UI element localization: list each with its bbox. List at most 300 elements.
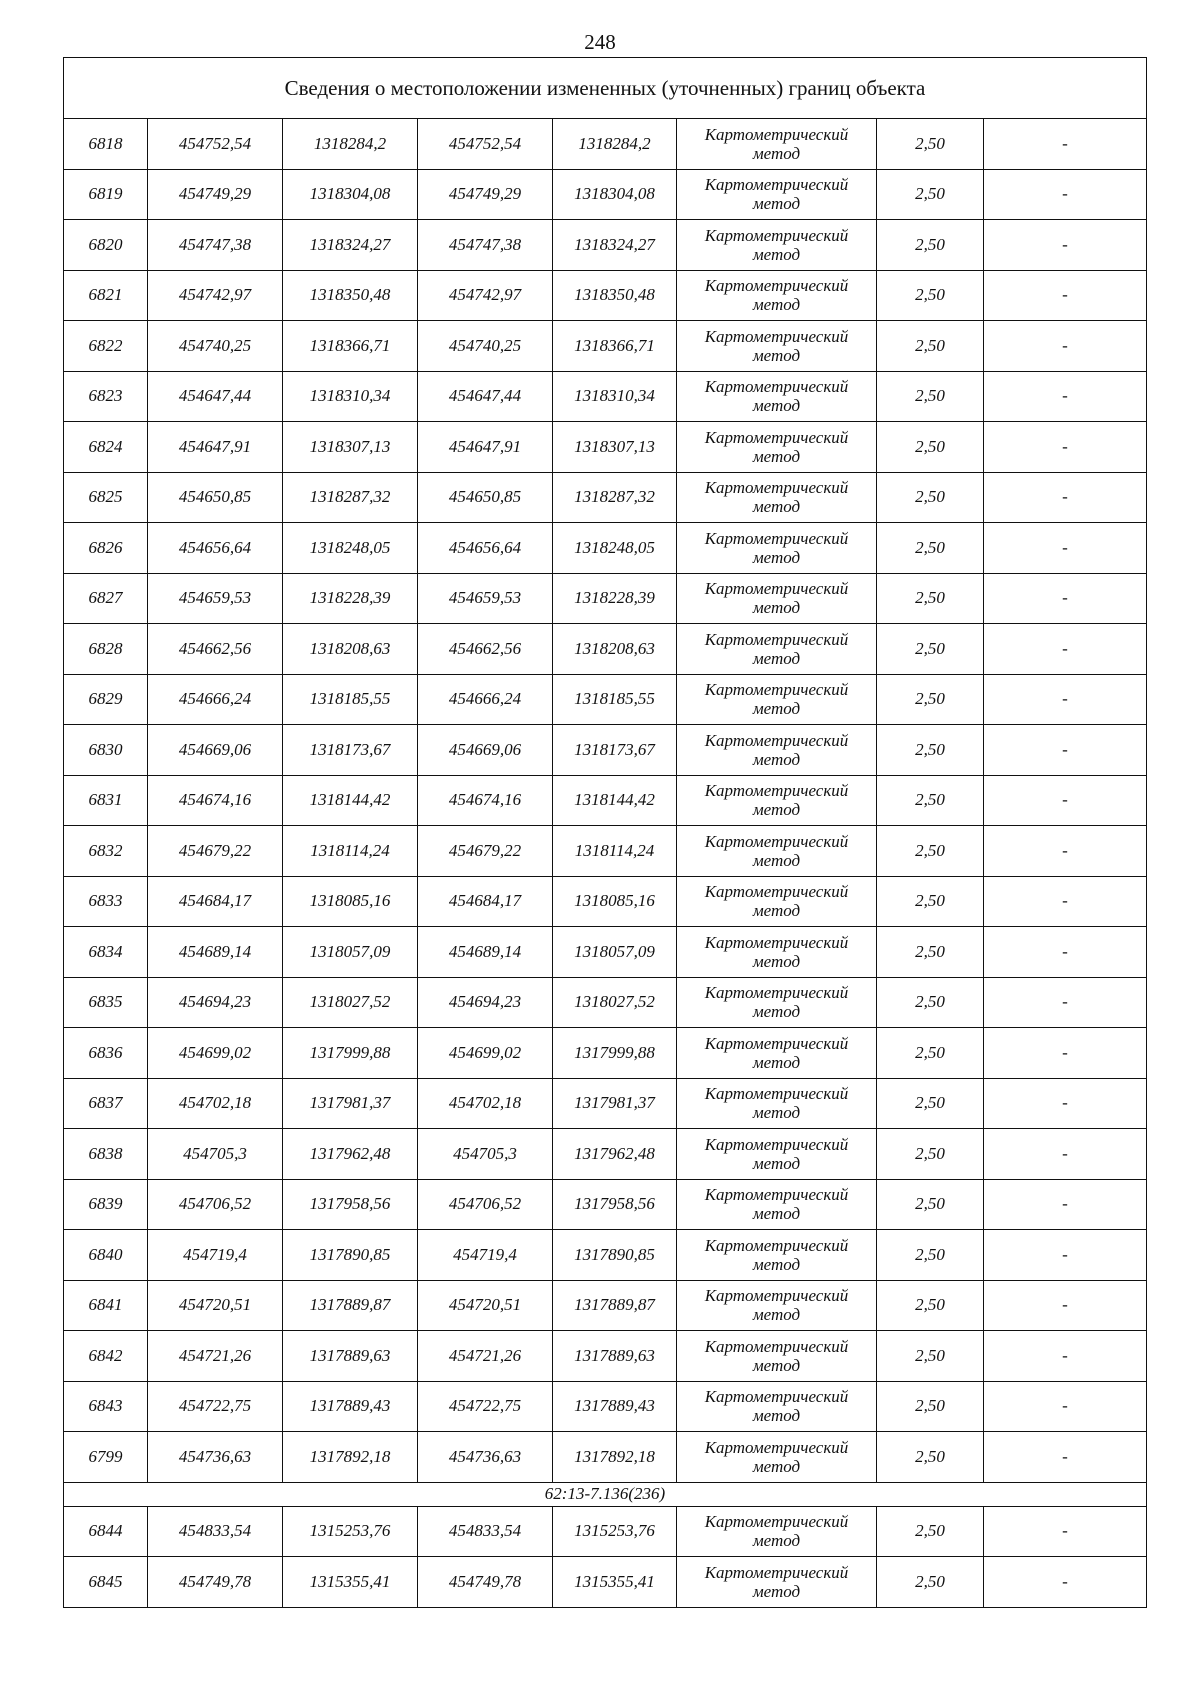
- y-coordinate-new-cell: 1317889,87: [553, 1280, 677, 1331]
- x-coordinate-new-cell: 454679,22: [418, 826, 553, 877]
- method-line-1: Картометрический: [704, 629, 849, 649]
- method-cell: [677, 1280, 877, 1331]
- x-coordinate-new-cell: 454747,38: [418, 220, 553, 271]
- table-row: [64, 1432, 1147, 1483]
- accuracy-cell: 2,50: [877, 1506, 984, 1557]
- y-coordinate-new-cell: 1318228,39: [553, 573, 677, 624]
- accuracy-cell: 2,50: [877, 775, 984, 826]
- x-coordinate-new-cell: 454674,16: [418, 775, 553, 826]
- method-cell: [677, 1078, 877, 1129]
- y-coordinate-new-cell: 1317892,18: [553, 1432, 677, 1483]
- method-line-1: Картометрический: [704, 377, 849, 397]
- x-coordinate-cell: 454666,24: [148, 674, 283, 725]
- point-number-cell: 6828: [64, 624, 148, 675]
- boundary-table: [63, 57, 1147, 1608]
- method-line-2: метод: [752, 951, 801, 971]
- method-line-2: метод: [752, 648, 801, 668]
- method-line-2: метод: [752, 1052, 801, 1072]
- point-number-cell: 6845: [64, 1557, 148, 1608]
- table-row: [64, 876, 1147, 927]
- table-row: [64, 1179, 1147, 1230]
- accuracy-cell: 2,50: [877, 371, 984, 422]
- table-row: [64, 371, 1147, 422]
- x-coordinate-cell: 454747,38: [148, 220, 283, 271]
- x-coordinate-new-cell: 454659,53: [418, 573, 553, 624]
- method-cell: [677, 1506, 877, 1557]
- accuracy-cell: 2,50: [877, 220, 984, 271]
- x-coordinate-cell: 454694,23: [148, 977, 283, 1028]
- y-coordinate-new-cell: 1317890,85: [553, 1230, 677, 1281]
- table-row: [64, 1381, 1147, 1432]
- x-coordinate-cell: 454740,25: [148, 321, 283, 372]
- point-number-cell: 6844: [64, 1506, 148, 1557]
- note-cell: -: [984, 624, 1147, 675]
- point-number-cell: 6819: [64, 169, 148, 220]
- y-coordinate-cell: 1318248,05: [283, 523, 418, 574]
- method-line-2: метод: [752, 901, 801, 921]
- point-number-cell: 6827: [64, 573, 148, 624]
- y-coordinate-new-cell: 1318248,05: [553, 523, 677, 574]
- accuracy-cell: 2,50: [877, 876, 984, 927]
- page-number: 248: [584, 30, 616, 54]
- method-cell: [677, 472, 877, 523]
- table-row: [64, 220, 1147, 271]
- method-line-1: Картометрический: [704, 1084, 849, 1104]
- method-line-2: метод: [752, 1103, 801, 1123]
- y-coordinate-cell: 1318324,27: [283, 220, 418, 271]
- x-coordinate-new-cell: 454749,78: [418, 1557, 553, 1608]
- accuracy-cell: 2,50: [877, 1557, 984, 1608]
- table-row: [64, 977, 1147, 1028]
- method-line-2: метод: [752, 244, 801, 264]
- accuracy-cell: 2,50: [877, 1280, 984, 1331]
- method-line-2: метод: [752, 1355, 801, 1375]
- x-coordinate-new-cell: 454705,3: [418, 1129, 553, 1180]
- section-label: 62:13-7.136(236): [64, 1482, 1147, 1506]
- section-row: [64, 1482, 1147, 1506]
- method-cell: [677, 220, 877, 271]
- method-line-1: Картометрический: [704, 1336, 849, 1356]
- method-cell: [677, 270, 877, 321]
- method-line-2: метод: [752, 1204, 801, 1224]
- method-cell: [677, 1331, 877, 1382]
- x-coordinate-new-cell: 454647,91: [418, 422, 553, 473]
- note-cell: -: [984, 422, 1147, 473]
- table-row: [64, 775, 1147, 826]
- method-line-2: метод: [752, 497, 801, 517]
- y-coordinate-new-cell: 1317889,43: [553, 1381, 677, 1432]
- table-row: [64, 1230, 1147, 1281]
- y-coordinate-new-cell: 1318287,32: [553, 472, 677, 523]
- note-cell: -: [984, 1230, 1147, 1281]
- x-coordinate-cell: 454702,18: [148, 1078, 283, 1129]
- method-line-2: метод: [752, 446, 801, 466]
- note-cell: -: [984, 119, 1147, 170]
- method-line-2: метод: [752, 850, 801, 870]
- method-line-2: метод: [752, 194, 801, 214]
- method-cell: [677, 1230, 877, 1281]
- x-coordinate-cell: 454650,85: [148, 472, 283, 523]
- method-cell: [677, 523, 877, 574]
- note-cell: -: [984, 1028, 1147, 1079]
- accuracy-cell: 2,50: [877, 422, 984, 473]
- table-row: [64, 927, 1147, 978]
- x-coordinate-cell: 454706,52: [148, 1179, 283, 1230]
- table-row: [64, 1129, 1147, 1180]
- table-title: Сведения о местоположении измененных (уточненных) границ объекта: [64, 58, 1147, 119]
- accuracy-cell: 2,50: [877, 1381, 984, 1432]
- accuracy-cell: 2,50: [877, 674, 984, 725]
- y-coordinate-new-cell: 1318144,42: [553, 775, 677, 826]
- method-line-1: Картометрический: [704, 882, 849, 902]
- method-line-1: Картометрический: [704, 1235, 849, 1255]
- point-number-cell: 6825: [64, 472, 148, 523]
- y-coordinate-cell: 1318173,67: [283, 725, 418, 776]
- method-cell: [677, 1179, 877, 1230]
- y-coordinate-new-cell: 1318185,55: [553, 674, 677, 725]
- x-coordinate-new-cell: 454720,51: [418, 1280, 553, 1331]
- accuracy-cell: 2,50: [877, 1179, 984, 1230]
- x-coordinate-new-cell: 454650,85: [418, 472, 553, 523]
- y-coordinate-cell: 1318307,13: [283, 422, 418, 473]
- y-coordinate-cell: 1318287,32: [283, 472, 418, 523]
- y-coordinate-cell: 1318185,55: [283, 674, 418, 725]
- point-number-cell: 6818: [64, 119, 148, 170]
- table-row: [64, 1078, 1147, 1129]
- method-line-2: метод: [752, 598, 801, 618]
- point-number-cell: 6822: [64, 321, 148, 372]
- x-coordinate-cell: 454656,64: [148, 523, 283, 574]
- method-cell: [677, 1028, 877, 1079]
- y-coordinate-cell: 1317889,87: [283, 1280, 418, 1331]
- method-cell: [677, 119, 877, 170]
- x-coordinate-cell: 454659,53: [148, 573, 283, 624]
- table-row: [64, 725, 1147, 776]
- accuracy-cell: 2,50: [877, 573, 984, 624]
- x-coordinate-cell: 454742,97: [148, 270, 283, 321]
- note-cell: -: [984, 1506, 1147, 1557]
- y-coordinate-cell: 1318366,71: [283, 321, 418, 372]
- y-coordinate-cell: 1318304,08: [283, 169, 418, 220]
- x-coordinate-cell: 454689,14: [148, 927, 283, 978]
- point-number-cell: 6823: [64, 371, 148, 422]
- note-cell: -: [984, 1129, 1147, 1180]
- accuracy-cell: 2,50: [877, 270, 984, 321]
- accuracy-cell: 2,50: [877, 169, 984, 220]
- table-row: [64, 1280, 1147, 1331]
- method-line-1: Картометрический: [704, 427, 849, 447]
- accuracy-cell: 2,50: [877, 725, 984, 776]
- method-line-1: Картометрический: [704, 1437, 849, 1457]
- y-coordinate-cell: 1317889,43: [283, 1381, 418, 1432]
- x-coordinate-cell: 454721,26: [148, 1331, 283, 1382]
- note-cell: -: [984, 1557, 1147, 1608]
- y-coordinate-new-cell: 1317962,48: [553, 1129, 677, 1180]
- method-line-1: Картометрический: [704, 124, 849, 144]
- y-coordinate-cell: 1317999,88: [283, 1028, 418, 1079]
- table-row: [64, 1028, 1147, 1079]
- method-line-1: Картометрический: [704, 1286, 849, 1306]
- x-coordinate-cell: 454679,22: [148, 826, 283, 877]
- method-line-2: метод: [752, 1002, 801, 1022]
- x-coordinate-cell: 454719,4: [148, 1230, 283, 1281]
- y-coordinate-new-cell: 1318350,48: [553, 270, 677, 321]
- x-coordinate-cell: 454669,06: [148, 725, 283, 776]
- table-row: [64, 1557, 1147, 1608]
- x-coordinate-new-cell: 454699,02: [418, 1028, 553, 1079]
- note-cell: -: [984, 1179, 1147, 1230]
- method-line-1: Картометрический: [704, 175, 849, 195]
- note-cell: -: [984, 1331, 1147, 1382]
- method-line-1: Картометрический: [704, 730, 849, 750]
- x-coordinate-new-cell: 454736,63: [418, 1432, 553, 1483]
- x-coordinate-new-cell: 454749,29: [418, 169, 553, 220]
- method-line-2: метод: [752, 1581, 801, 1601]
- point-number-cell: 6826: [64, 523, 148, 574]
- point-number-cell: 6841: [64, 1280, 148, 1331]
- method-line-1: Картометрический: [704, 478, 849, 498]
- accuracy-cell: 2,50: [877, 1331, 984, 1382]
- note-cell: -: [984, 472, 1147, 523]
- point-number-cell: 6831: [64, 775, 148, 826]
- table-row: [64, 624, 1147, 675]
- method-cell: [677, 1557, 877, 1608]
- y-coordinate-new-cell: 1318310,34: [553, 371, 677, 422]
- method-line-1: Картометрический: [704, 1185, 849, 1205]
- method-line-1: Картометрический: [704, 1387, 849, 1407]
- method-cell: [677, 1129, 877, 1180]
- accuracy-cell: 2,50: [877, 1230, 984, 1281]
- y-coordinate-new-cell: 1317958,56: [553, 1179, 677, 1230]
- method-line-1: Картометрический: [704, 528, 849, 548]
- method-cell: [677, 977, 877, 1028]
- y-coordinate-new-cell: 1318114,24: [553, 826, 677, 877]
- method-line-1: Картометрический: [704, 1033, 849, 1053]
- method-cell: [677, 826, 877, 877]
- method-line-2: метод: [752, 800, 801, 820]
- y-coordinate-new-cell: 1318324,27: [553, 220, 677, 271]
- note-cell: -: [984, 169, 1147, 220]
- note-cell: -: [984, 725, 1147, 776]
- method-line-2: метод: [752, 143, 801, 163]
- table-row: [64, 422, 1147, 473]
- note-cell: -: [984, 876, 1147, 927]
- table-row: [64, 472, 1147, 523]
- y-coordinate-cell: 1318350,48: [283, 270, 418, 321]
- note-cell: -: [984, 220, 1147, 271]
- accuracy-cell: 2,50: [877, 321, 984, 372]
- y-coordinate-cell: 1318144,42: [283, 775, 418, 826]
- y-coordinate-new-cell: 1318366,71: [553, 321, 677, 372]
- point-number-cell: 6837: [64, 1078, 148, 1129]
- point-number-cell: 6840: [64, 1230, 148, 1281]
- point-number-cell: 6833: [64, 876, 148, 927]
- method-cell: [677, 321, 877, 372]
- accuracy-cell: 2,50: [877, 1028, 984, 1079]
- note-cell: -: [984, 1381, 1147, 1432]
- method-line-2: метод: [752, 345, 801, 365]
- x-coordinate-new-cell: 454740,25: [418, 321, 553, 372]
- x-coordinate-cell: 454699,02: [148, 1028, 283, 1079]
- x-coordinate-new-cell: 454669,06: [418, 725, 553, 776]
- y-coordinate-new-cell: 1318027,52: [553, 977, 677, 1028]
- y-coordinate-cell: 1318284,2: [283, 119, 418, 170]
- method-line-2: метод: [752, 1153, 801, 1173]
- method-line-1: Картометрический: [704, 932, 849, 952]
- y-coordinate-cell: 1318085,16: [283, 876, 418, 927]
- point-number-cell: 6838: [64, 1129, 148, 1180]
- x-coordinate-new-cell: 454647,44: [418, 371, 553, 422]
- point-number-cell: 6836: [64, 1028, 148, 1079]
- x-coordinate-cell: 454722,75: [148, 1381, 283, 1432]
- x-coordinate-cell: 454752,54: [148, 119, 283, 170]
- method-line-2: метод: [752, 1305, 801, 1325]
- method-cell: [677, 169, 877, 220]
- y-coordinate-cell: 1318310,34: [283, 371, 418, 422]
- x-coordinate-new-cell: 454694,23: [418, 977, 553, 1028]
- accuracy-cell: 2,50: [877, 472, 984, 523]
- y-coordinate-new-cell: 1315355,41: [553, 1557, 677, 1608]
- y-coordinate-new-cell: 1318307,13: [553, 422, 677, 473]
- y-coordinate-cell: 1317892,18: [283, 1432, 418, 1483]
- table-title-row: [64, 58, 1147, 119]
- method-cell: [677, 674, 877, 725]
- y-coordinate-cell: 1317981,37: [283, 1078, 418, 1129]
- x-coordinate-new-cell: 454742,97: [418, 270, 553, 321]
- method-cell: [677, 775, 877, 826]
- y-coordinate-new-cell: 1318208,63: [553, 624, 677, 675]
- note-cell: -: [984, 1078, 1147, 1129]
- point-number-cell: 6799: [64, 1432, 148, 1483]
- method-line-1: Картометрический: [704, 326, 849, 346]
- note-cell: -: [984, 1280, 1147, 1331]
- x-coordinate-cell: 454833,54: [148, 1506, 283, 1557]
- method-line-2: метод: [752, 699, 801, 719]
- accuracy-cell: 2,50: [877, 523, 984, 574]
- x-coordinate-cell: 454749,78: [148, 1557, 283, 1608]
- note-cell: -: [984, 826, 1147, 877]
- method-line-2: метод: [752, 396, 801, 416]
- x-coordinate-new-cell: 454684,17: [418, 876, 553, 927]
- note-cell: -: [984, 573, 1147, 624]
- note-cell: -: [984, 977, 1147, 1028]
- method-cell: [677, 371, 877, 422]
- y-coordinate-cell: 1317890,85: [283, 1230, 418, 1281]
- point-number-cell: 6842: [64, 1331, 148, 1382]
- y-coordinate-new-cell: 1315253,76: [553, 1506, 677, 1557]
- method-line-1: Картометрический: [704, 680, 849, 700]
- y-coordinate-cell: 1317889,63: [283, 1331, 418, 1382]
- method-cell: [677, 876, 877, 927]
- y-coordinate-cell: 1318057,09: [283, 927, 418, 978]
- point-number-cell: 6839: [64, 1179, 148, 1230]
- method-line-1: Картометрический: [704, 781, 849, 801]
- note-cell: -: [984, 775, 1147, 826]
- method-cell: [677, 927, 877, 978]
- x-coordinate-cell: 454749,29: [148, 169, 283, 220]
- x-coordinate-cell: 454684,17: [148, 876, 283, 927]
- accuracy-cell: 2,50: [877, 1129, 984, 1180]
- x-coordinate-new-cell: 454666,24: [418, 674, 553, 725]
- method-line-2: метод: [752, 547, 801, 567]
- y-coordinate-cell: 1315355,41: [283, 1557, 418, 1608]
- point-number-cell: 6832: [64, 826, 148, 877]
- method-line-1: Картометрический: [704, 1512, 849, 1532]
- table-row: [64, 270, 1147, 321]
- method-line-1: Картометрический: [704, 225, 849, 245]
- accuracy-cell: 2,50: [877, 977, 984, 1028]
- method-line-2: метод: [752, 749, 801, 769]
- x-coordinate-new-cell: 454656,64: [418, 523, 553, 574]
- x-coordinate-cell: 454662,56: [148, 624, 283, 675]
- method-line-1: Картометрический: [704, 276, 849, 296]
- y-coordinate-new-cell: 1318057,09: [553, 927, 677, 978]
- method-cell: [677, 624, 877, 675]
- method-line-2: метод: [752, 1456, 801, 1476]
- y-coordinate-new-cell: 1317981,37: [553, 1078, 677, 1129]
- point-number-cell: 6820: [64, 220, 148, 271]
- accuracy-cell: 2,50: [877, 1432, 984, 1483]
- method-cell: [677, 422, 877, 473]
- x-coordinate-new-cell: 454702,18: [418, 1078, 553, 1129]
- method-cell: [677, 1381, 877, 1432]
- x-coordinate-new-cell: 454833,54: [418, 1506, 553, 1557]
- table-row: [64, 523, 1147, 574]
- x-coordinate-new-cell: 454689,14: [418, 927, 553, 978]
- y-coordinate-cell: 1317958,56: [283, 1179, 418, 1230]
- x-coordinate-new-cell: 454662,56: [418, 624, 553, 675]
- x-coordinate-cell: 454647,44: [148, 371, 283, 422]
- method-line-1: Картометрический: [704, 983, 849, 1003]
- accuracy-cell: 2,50: [877, 119, 984, 170]
- note-cell: -: [984, 674, 1147, 725]
- y-coordinate-cell: 1317962,48: [283, 1129, 418, 1180]
- table-row: [64, 826, 1147, 877]
- x-coordinate-cell: 454647,91: [148, 422, 283, 473]
- accuracy-cell: 2,50: [877, 927, 984, 978]
- method-line-1: Картометрический: [704, 1134, 849, 1154]
- point-number-cell: 6821: [64, 270, 148, 321]
- table-row: [64, 1506, 1147, 1557]
- x-coordinate-new-cell: 454706,52: [418, 1179, 553, 1230]
- y-coordinate-new-cell: 1318304,08: [553, 169, 677, 220]
- y-coordinate-cell: 1318228,39: [283, 573, 418, 624]
- point-number-cell: 6843: [64, 1381, 148, 1432]
- table-row: [64, 573, 1147, 624]
- note-cell: -: [984, 1432, 1147, 1483]
- method-line-1: Картометрический: [704, 1562, 849, 1582]
- y-coordinate-new-cell: 1318085,16: [553, 876, 677, 927]
- point-number-cell: 6829: [64, 674, 148, 725]
- y-coordinate-cell: 1318208,63: [283, 624, 418, 675]
- x-coordinate-new-cell: 454722,75: [418, 1381, 553, 1432]
- x-coordinate-cell: 454720,51: [148, 1280, 283, 1331]
- point-number-cell: 6835: [64, 977, 148, 1028]
- y-coordinate-cell: 1318027,52: [283, 977, 418, 1028]
- table-row: [64, 1331, 1147, 1382]
- accuracy-cell: 2,50: [877, 624, 984, 675]
- y-coordinate-cell: 1315253,76: [283, 1506, 418, 1557]
- x-coordinate-new-cell: 454721,26: [418, 1331, 553, 1382]
- y-coordinate-new-cell: 1318173,67: [553, 725, 677, 776]
- method-line-2: метод: [752, 1531, 801, 1551]
- x-coordinate-cell: 454674,16: [148, 775, 283, 826]
- method-cell: [677, 1432, 877, 1483]
- method-cell: [677, 725, 877, 776]
- table-row: [64, 321, 1147, 372]
- x-coordinate-new-cell: 454719,4: [418, 1230, 553, 1281]
- table-row: [64, 674, 1147, 725]
